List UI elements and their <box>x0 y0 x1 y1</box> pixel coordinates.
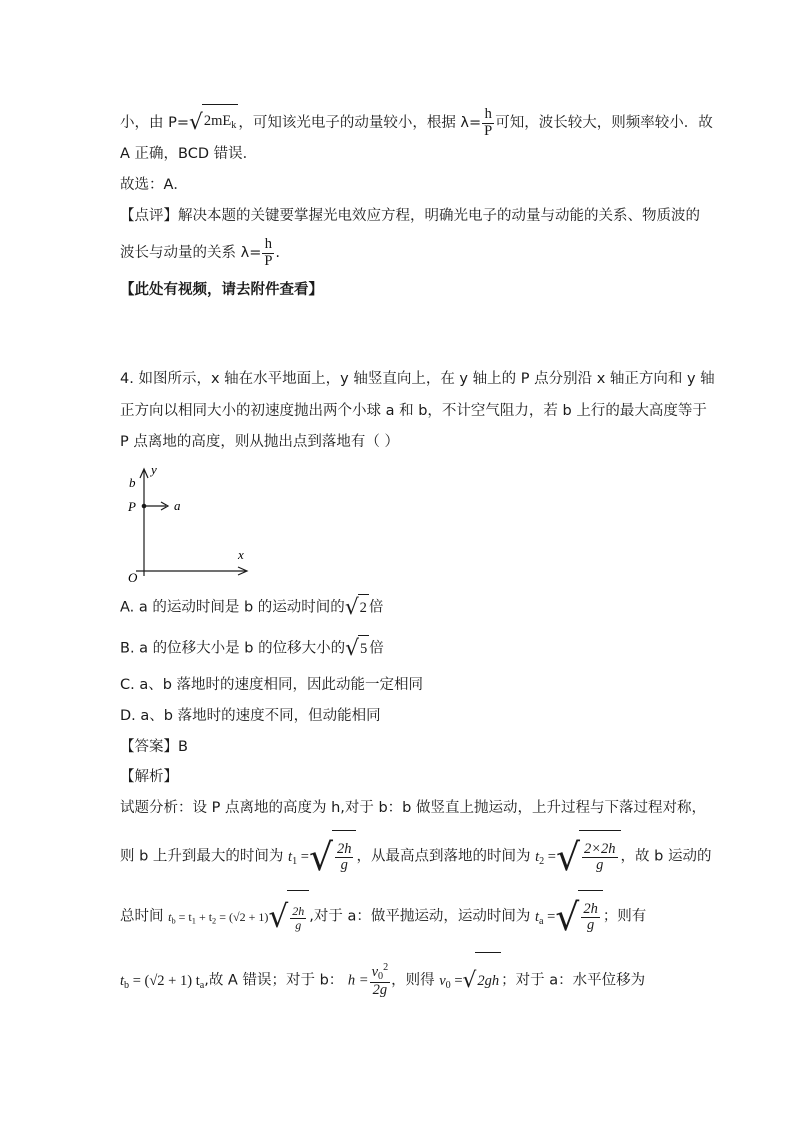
v-symbol: v <box>371 963 378 980</box>
t2-symbol: t <box>535 848 540 865</box>
analysis-line-3 <box>120 890 646 942</box>
h-den: 2g <box>372 982 388 999</box>
question-4-line-2 <box>120 401 707 421</box>
x-label: x <box>238 547 244 562</box>
fraction-h-over-p <box>482 107 494 138</box>
sqrt-sub: k <box>231 120 237 132</box>
line1-text-c: 可知，波长较大，则频率较小．故 <box>495 115 713 132</box>
v0-formula <box>439 973 462 989</box>
sqrt-2gh: √2gh <box>463 952 502 1009</box>
sqrt-4h-over-g: √ $\frac{2\times 2h}{g}$ <box>556 830 621 883</box>
line3-text: 故选：A． <box>120 177 188 193</box>
option-a-text-b: 倍 <box>368 599 384 616</box>
q4-l2: 正方向以相同大小的初速度抛出两个小球 a 和 b，不计空气阻力，若 b 上行的最大高度等于 <box>120 403 707 419</box>
sqrt-5-body: 5 <box>358 635 369 662</box>
sqrt-body: 2mE <box>203 113 232 129</box>
analysis-l1-text: 试题分析：设 P 点离地的高度为 h,对于 b：b 做竖直上抛运动，上升过程与下落过程对称， <box>120 800 706 816</box>
answer-line <box>120 737 188 757</box>
answer-text: 【答案】B <box>120 739 188 755</box>
option-d-text: D. a、b 落地时的速度不同，但动能相同 <box>120 708 381 724</box>
tb-rest: = t <box>175 909 192 924</box>
option-b <box>120 635 384 661</box>
q4-l1: 4. 如图所示，x 轴在水平地面上，y 轴竖直向上，在 y 轴上的 P 点分别沿 x 轴正方向和 y 轴 <box>120 371 715 387</box>
analysis-title-text: 【解析】 <box>120 769 178 785</box>
fraction-denominator: P <box>264 252 273 269</box>
sqrt-2h-over-g-2: √ $\frac{2h}{g}$ <box>268 890 309 943</box>
ta2-sub: a <box>199 979 205 991</box>
option-c-text: C. a、b 落地时的速度相同，因此动能一定相同 <box>120 677 424 693</box>
t1-symbol: t <box>288 848 293 865</box>
question-4-line-3 <box>120 432 399 452</box>
fraction-denominator: P <box>484 122 493 139</box>
line5-text-a: 波长与动量的关系 λ= <box>120 245 262 261</box>
t2-den: g <box>596 857 604 874</box>
tb-sub: b <box>171 916 176 926</box>
text-line-2 <box>120 144 257 164</box>
v0-symbol: v <box>439 972 446 989</box>
point-p <box>142 504 147 509</box>
option-d <box>120 706 381 726</box>
text-line-3 <box>120 175 188 195</box>
tb-den: g <box>295 917 302 932</box>
analysis-l2-c: ，故 b 运动的 <box>620 848 712 865</box>
text-line-4 <box>120 206 700 226</box>
analysis-line-4 <box>120 952 645 1008</box>
t1-num: 2h <box>336 840 352 857</box>
t1-formula: $t_1$ = <box>288 848 309 867</box>
tb-coef: = (√2 + 1) <box>216 909 269 924</box>
tb2-symbol: t <box>120 972 125 989</box>
line2-text: A 正确，BCD 错误． <box>120 146 258 162</box>
tb-num: 2h <box>292 904 305 919</box>
tb2-sub: b <box>124 979 130 991</box>
sqrt-2h-over-g-3: √ $\frac{2h}{g}$ <box>555 890 603 943</box>
analysis-l4-b: ，则得 <box>391 972 435 989</box>
v0-sub: 0 <box>445 979 451 991</box>
tb-sub2: 2 <box>212 916 217 926</box>
sqrt-2mek: $√2mE_k$ <box>189 104 238 142</box>
analysis-line-1 <box>120 798 706 818</box>
ta-symbol: t <box>534 908 539 925</box>
q4-l3: P 点离地的高度，则从抛出点到落地有（ ） <box>120 434 399 450</box>
line1-text-a: 小，由 P= <box>120 115 190 132</box>
line4-text: 【点评】解决本题的关键要掌握光电效应方程，明确光电子的动量与动能的关系、物质波的 <box>120 208 700 224</box>
text-line-1 <box>120 104 713 139</box>
h-symbol: h = <box>347 972 369 989</box>
ta-num: 2h <box>583 900 598 917</box>
h-formula <box>348 973 369 989</box>
v0-eq: = <box>450 972 463 989</box>
analysis-title <box>120 767 178 787</box>
t2-formula: $t_2$ = <box>535 848 556 867</box>
origin-label: O <box>128 570 138 585</box>
analysis-l4-c: ；对于 a：水平位移为 <box>501 972 646 989</box>
tb-ta-formula <box>120 973 204 989</box>
t1-sub: 1 <box>292 855 298 867</box>
sqrt-2-body: 2 <box>358 594 369 621</box>
v-sup: 2 <box>383 961 389 973</box>
analysis-l3-b: ,对于 a：做平抛运动，运动时间为 <box>309 908 531 925</box>
option-a-text-a: A. a 的运动时间是 b 的运动时间的 <box>120 599 345 616</box>
tb-formula <box>168 910 268 924</box>
analysis-l3-a: 总时间 <box>120 908 164 925</box>
coordinate-figure <box>118 458 258 588</box>
tb-symbol: t <box>168 909 172 924</box>
t2-num: 2×2h <box>583 840 616 857</box>
line5-text-b: . <box>275 245 281 261</box>
video-note-text: 【此处有视频，请去附件查看】 <box>120 282 323 298</box>
analysis-l2-a: 则 b 上升到最大的时间为 <box>120 848 284 865</box>
line1-text-b: ，可知该光电子的动量较小，根据 λ= <box>238 115 482 132</box>
v0-squared-over-2g <box>370 963 391 999</box>
fraction-numerator: h <box>482 107 494 123</box>
fraction-numerator: h <box>262 237 274 253</box>
sqrt-2: √2 <box>344 594 367 620</box>
v-sub: 0 <box>378 970 384 982</box>
analysis-line-2 <box>120 830 711 882</box>
option-c <box>120 675 423 695</box>
ta-formula: $t_a$ = <box>534 908 556 927</box>
option-b-text-b: 倍 <box>369 640 384 657</box>
y-label: y <box>151 462 157 477</box>
analysis-l4-a: ,故 A 错误；对于 b： <box>204 972 344 989</box>
sqrt-5: √5 <box>345 635 368 661</box>
tb-sub1: 1 <box>191 916 196 926</box>
t1-den: g <box>340 857 348 874</box>
text-line-5 <box>120 236 280 270</box>
ta-sub: a <box>538 915 544 927</box>
option-a <box>120 594 383 620</box>
ta-den: g <box>586 917 595 934</box>
video-note <box>120 280 323 300</box>
a-label: a <box>174 498 181 513</box>
p-label: P <box>128 499 136 514</box>
analysis-l2-b: ，从最高点到落地的时间为 <box>356 848 531 865</box>
tb2-rest: = (√2 + 1) t <box>129 972 200 989</box>
sqrt-2h-over-g: √ $\frac{2h}{g}$ <box>309 830 357 883</box>
t2-sub: 2 <box>539 855 545 867</box>
option-b-text-a: B. a 的位移大小是 b 的位移大小的 <box>120 640 346 657</box>
fraction-h-over-p-2 <box>262 237 274 268</box>
analysis-l3-c: ；则有 <box>602 908 647 925</box>
tb-plus: + t <box>195 909 213 924</box>
b-label: b <box>129 475 136 490</box>
sqrt-2gh-body: 2gh <box>477 973 500 989</box>
question-4-line-1 <box>120 369 715 389</box>
